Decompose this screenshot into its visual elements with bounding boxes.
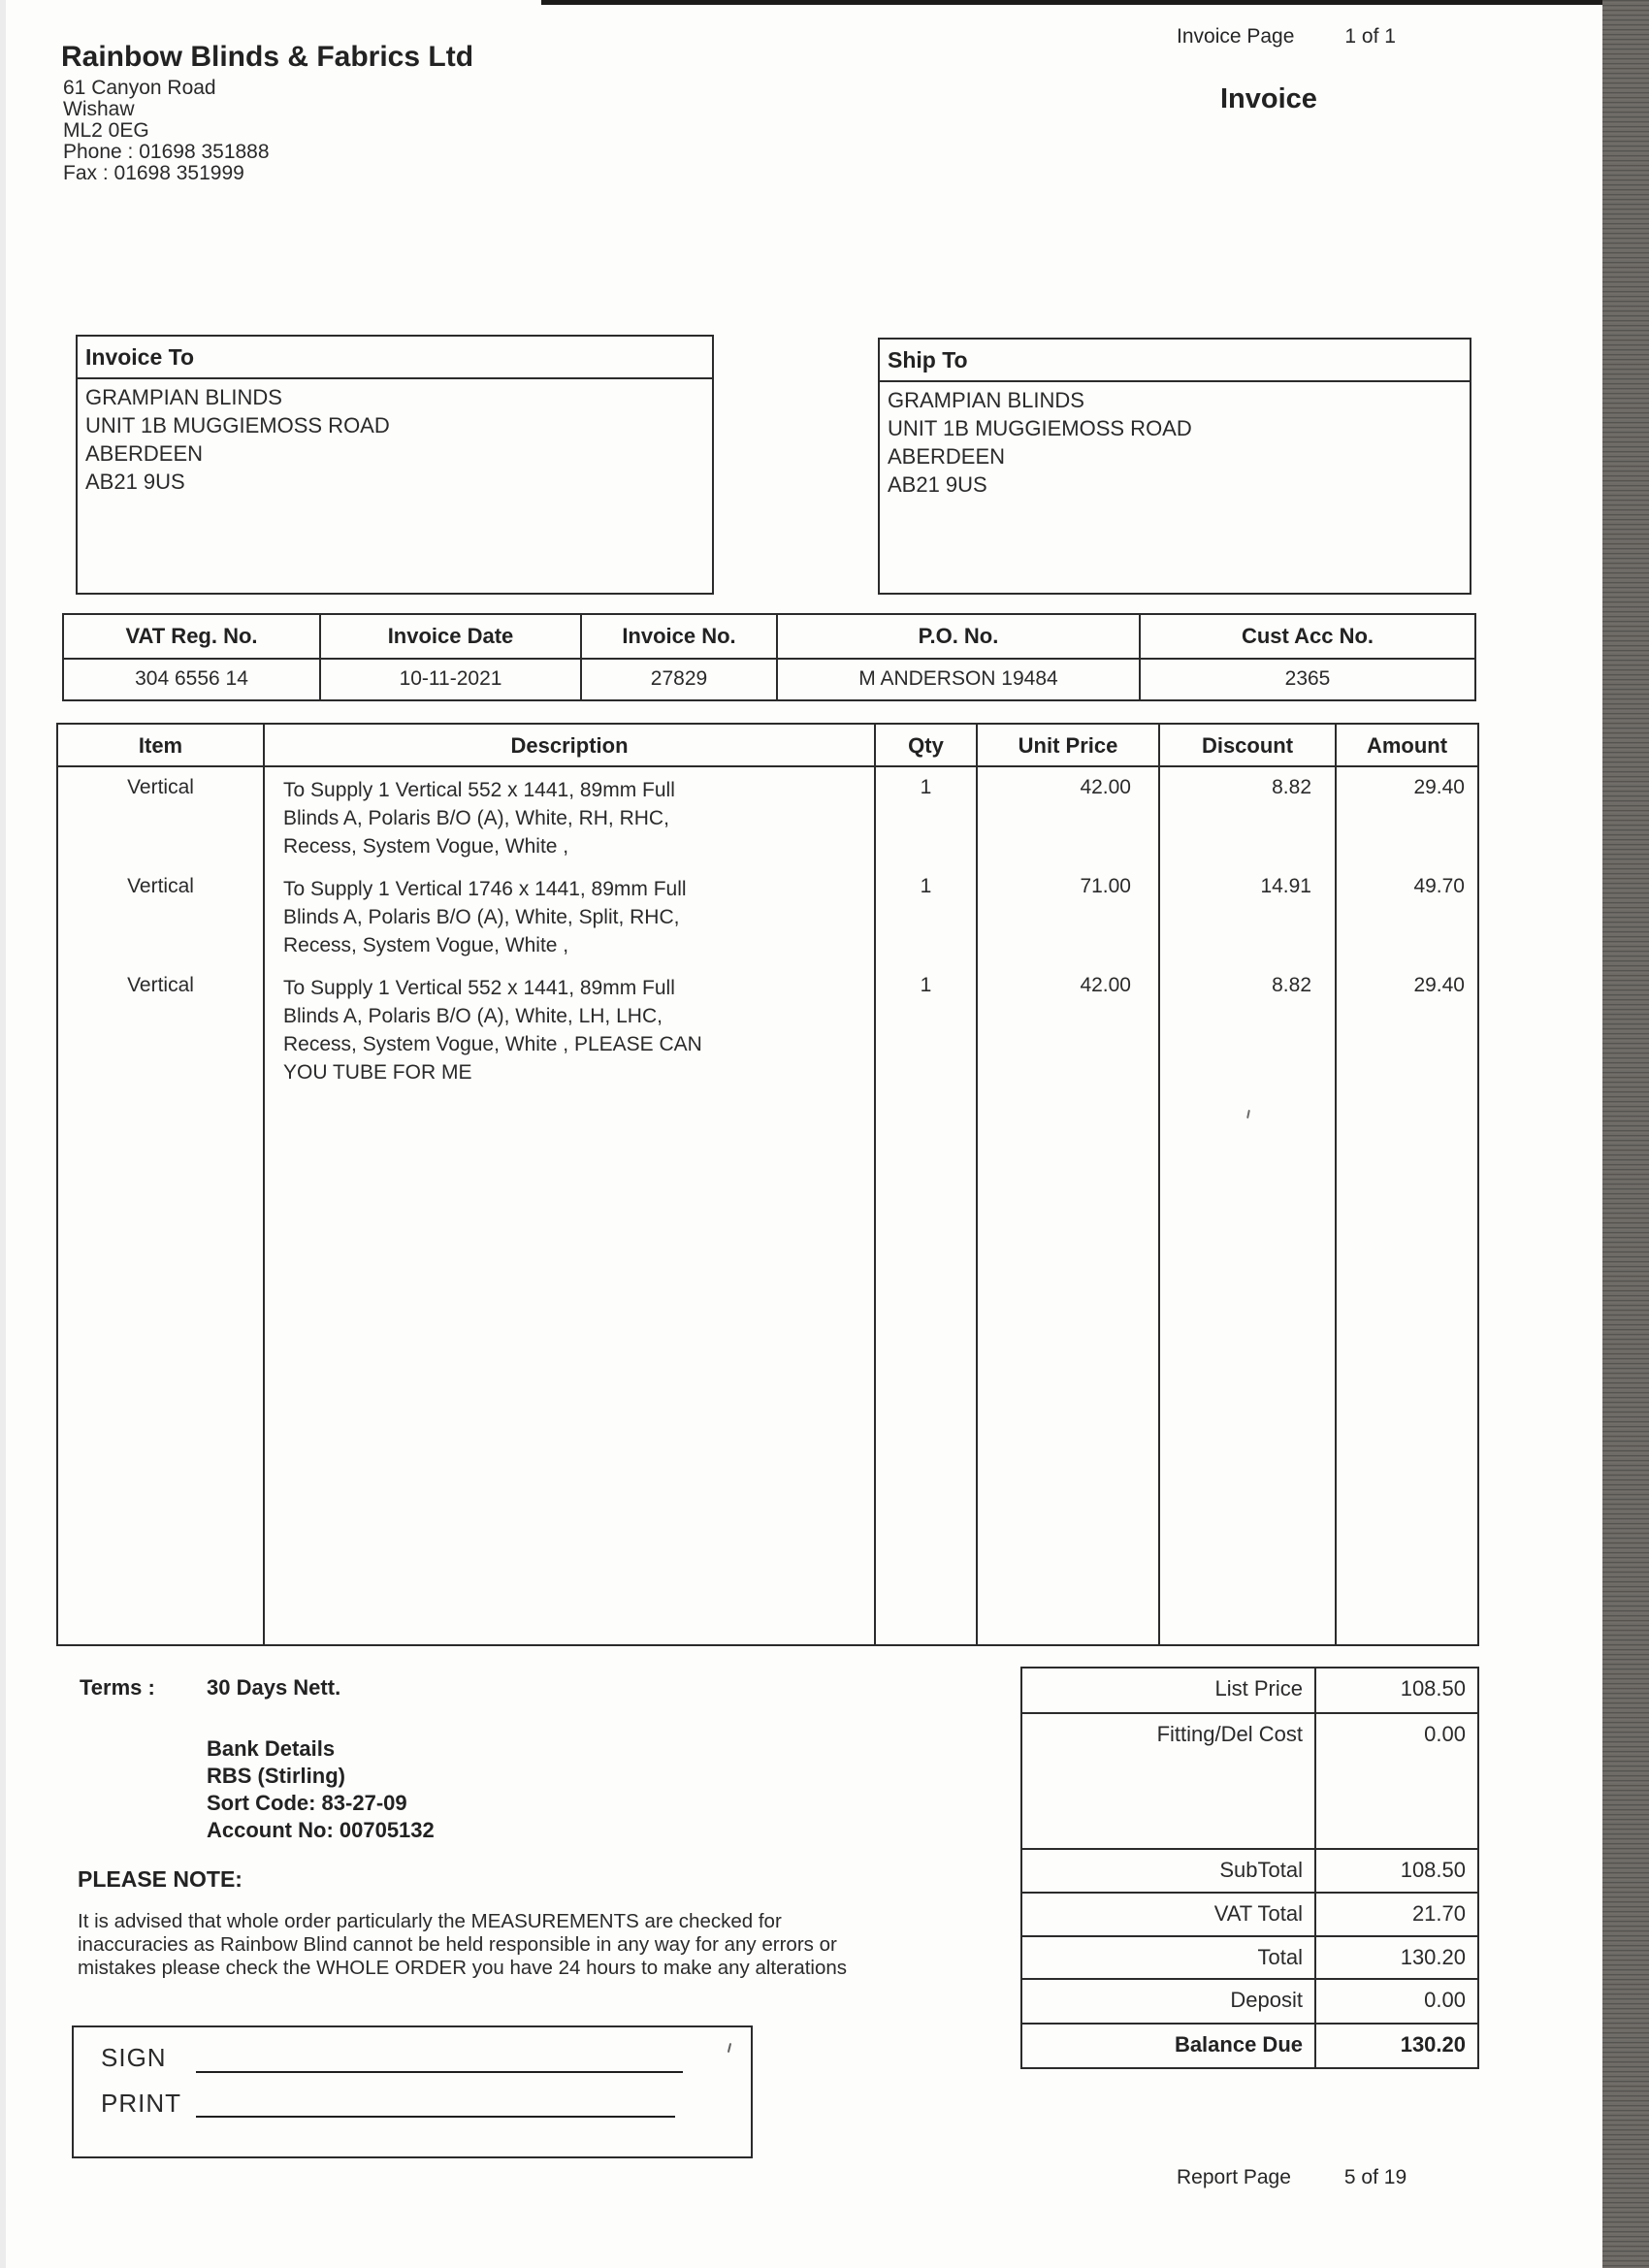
item-row-3-description xyxy=(263,965,874,1092)
invoice-to-line: ABERDEEN xyxy=(85,441,204,466)
document-title: Invoice xyxy=(1220,83,1317,114)
items-filler-cell xyxy=(976,1092,1158,1644)
please-note-body xyxy=(78,1910,847,1980)
info-header-po-no: P.O. No. xyxy=(776,615,1139,660)
invoice-to-address xyxy=(78,379,712,500)
deposit-value: 0.00 xyxy=(1316,1978,1477,2023)
info-header-vat-reg-no: VAT Reg. No. xyxy=(64,615,319,660)
item-row-1-unit-price: 42.00 xyxy=(976,767,1158,866)
ship-to-line: GRAMPIAN BLINDS xyxy=(888,388,1084,412)
item-row-2-unit-price: 71.00 xyxy=(976,866,1158,965)
invoice-page-value: 1 of 1 xyxy=(1344,25,1396,48)
item-row-3-item: Vertical xyxy=(127,974,194,996)
scan-right-band-artifact xyxy=(1602,0,1649,2268)
subtotal-value: 108.50 xyxy=(1316,1848,1477,1892)
deposit-label: Deposit xyxy=(1022,1978,1316,2023)
terms-row xyxy=(80,1675,341,1701)
company-address-line: ML2 0EG xyxy=(63,119,149,142)
item-row-2-discount: 14.91 xyxy=(1158,866,1335,965)
total-label: Total xyxy=(1022,1935,1316,1978)
company-address-line: 61 Canyon Road xyxy=(63,77,216,99)
vat-total-label: VAT Total xyxy=(1022,1892,1316,1935)
item-row-2-amount: 49.70 xyxy=(1335,866,1477,965)
invoice-to-line: UNIT 1B MUGGIEMOSS ROAD xyxy=(85,413,390,437)
invoice-to-box xyxy=(76,335,714,595)
description-line: Blinds A, Polaris B/O (A), White, RH, RHC, xyxy=(283,807,669,829)
description-line: To Supply 1 Vertical 552 x 1441, 89mm Full xyxy=(283,779,675,801)
please-note-line: inaccuracies as Rainbow Blind cannot be held responsible in any way for any errors or xyxy=(78,1933,837,1956)
item-row-1-discount: 8.82 xyxy=(1158,767,1335,866)
print-label: PRINT xyxy=(101,2089,181,2118)
line-items-body xyxy=(56,765,1479,1646)
report-page-indicator xyxy=(1177,2166,1406,2189)
item-row-2-item: Vertical xyxy=(127,875,194,897)
scan-left-edge-artifact xyxy=(0,0,6,2268)
item-row-3-unit-price: 42.00 xyxy=(976,965,1158,1092)
description-line: Recess, System Vogue, White , xyxy=(283,835,569,858)
description-line: To Supply 1 Vertical 1746 x 1441, 89mm Full xyxy=(283,878,687,900)
invoice-info-table xyxy=(62,613,1476,701)
description-line: Blinds A, Polaris B/O (A), White, LH, LHC, xyxy=(283,1005,663,1027)
subtotal-label: SubTotal xyxy=(1022,1848,1316,1892)
scan-top-edge-artifact xyxy=(541,0,1649,5)
info-value-invoice-no: 27829 xyxy=(580,660,776,699)
bank-details-title: Bank Details xyxy=(207,1736,336,1761)
invoice-to-line: AB21 9US xyxy=(85,470,185,494)
item-row-2-qty: 1 xyxy=(874,866,976,965)
company-address-line: Wishaw xyxy=(63,98,135,120)
ship-to-line: UNIT 1B MUGGIEMOSS ROAD xyxy=(888,416,1192,440)
invoice-page-indicator xyxy=(1177,25,1396,49)
balance-due-value: 130.20 xyxy=(1316,2023,1477,2067)
bank-sort-code: Sort Code: 83-27-09 xyxy=(207,1791,407,1815)
fitting-del-cost-value: 0.00 xyxy=(1316,1712,1477,1848)
sign-label: SIGN xyxy=(101,2043,167,2072)
items-filler-cell xyxy=(1335,1092,1477,1644)
items-header-description: Description xyxy=(263,725,874,765)
list-price-value: 108.50 xyxy=(1400,1676,1466,1701)
info-value-po-no: M ANDERSON 19484 xyxy=(776,660,1139,699)
bank-details xyxy=(207,1735,435,1844)
please-note-title: PLEASE NOTE: xyxy=(78,1866,242,1892)
info-value-vat-reg-no: 304 6556 14 xyxy=(135,667,248,690)
total-value: 130.20 xyxy=(1316,1935,1477,1978)
invoice-to-line: GRAMPIAN BLINDS xyxy=(85,385,282,409)
item-row-3-qty: 1 xyxy=(874,965,976,1092)
fitting-del-cost-label: Fitting/Del Cost xyxy=(1022,1712,1316,1848)
info-value-cust-acc-no: 2365 xyxy=(1139,660,1474,699)
ship-to-box xyxy=(878,338,1471,595)
items-filler-cell xyxy=(874,1092,976,1644)
company-address xyxy=(63,78,270,184)
vat-total-value: 21.70 xyxy=(1316,1892,1477,1935)
item-row-1-description xyxy=(263,767,874,866)
items-header-item: Item xyxy=(138,733,183,758)
description-line: Recess, System Vogue, White , xyxy=(283,934,569,956)
item-row-1-amount: 29.40 xyxy=(1335,767,1477,866)
invoice-page-label: Invoice Page xyxy=(1177,25,1295,48)
items-header-discount: Discount xyxy=(1158,725,1335,765)
description-line: YOU TUBE FOR ME xyxy=(283,1061,472,1084)
ship-to-address xyxy=(880,382,1470,502)
bank-name: RBS (Stirling) xyxy=(207,1764,345,1788)
item-row-3-amount: 29.40 xyxy=(1335,965,1477,1092)
items-filler-cell xyxy=(263,1092,874,1644)
line-items-header-row xyxy=(56,723,1479,767)
description-line: Recess, System Vogue, White , PLEASE CAN xyxy=(283,1033,702,1055)
terms-value: 30 Days Nett. xyxy=(207,1675,341,1700)
invoice-to-heading: Invoice To xyxy=(78,337,712,379)
item-row-2-description xyxy=(263,866,874,965)
report-page-label: Report Page xyxy=(1177,2166,1291,2188)
info-header-invoice-no: Invoice No. xyxy=(580,615,776,660)
info-value-invoice-date: 10-11-2021 xyxy=(319,660,580,699)
terms-label: Terms : xyxy=(80,1675,155,1700)
item-row-3-discount: 8.82 xyxy=(1158,965,1335,1092)
items-header-amount: Amount xyxy=(1335,725,1477,765)
balance-due-label: Balance Due xyxy=(1022,2023,1316,2067)
company-name: Rainbow Blinds & Fabrics Ltd xyxy=(61,41,474,73)
ship-to-line: ABERDEEN xyxy=(888,444,1006,469)
items-filler-cell xyxy=(1158,1092,1335,1644)
company-phone: Phone : 01698 351888 xyxy=(63,141,270,163)
company-fax: Fax : 01698 351999 xyxy=(63,162,244,184)
print-line xyxy=(196,2116,675,2118)
ship-to-line: AB21 9US xyxy=(888,472,987,497)
list-price-label: List Price xyxy=(1022,1669,1316,1712)
sign-line xyxy=(196,2071,683,2073)
ship-to-heading: Ship To xyxy=(880,340,1470,382)
items-header-qty: Qty xyxy=(874,725,976,765)
info-header-cust-acc-no: Cust Acc No. xyxy=(1139,615,1474,660)
description-line: Blinds A, Polaris B/O (A), White, Split, RHC, xyxy=(283,906,680,928)
items-header-unit-price: Unit Price xyxy=(976,725,1158,765)
report-page-value: 5 of 19 xyxy=(1343,2166,1407,2188)
please-note-line: It is advised that whole order particularly the MEASUREMENTS are checked for xyxy=(78,1910,782,1932)
signature-box xyxy=(72,2025,753,2158)
totals-box xyxy=(1020,1667,1479,2069)
items-filler-cell xyxy=(58,1092,263,1644)
item-row-1-item: Vertical xyxy=(127,776,194,798)
description-line: To Supply 1 Vertical 552 x 1441, 89mm Full xyxy=(283,977,675,999)
item-row-1-qty: 1 xyxy=(874,767,976,866)
please-note-line: mistakes please check the WHOLE ORDER you have 24 hours to make any alterations xyxy=(78,1957,848,1979)
info-header-invoice-date: Invoice Date xyxy=(319,615,580,660)
line-items-table xyxy=(56,723,1479,1646)
bank-account-no: Account No: 00705132 xyxy=(207,1818,435,1842)
